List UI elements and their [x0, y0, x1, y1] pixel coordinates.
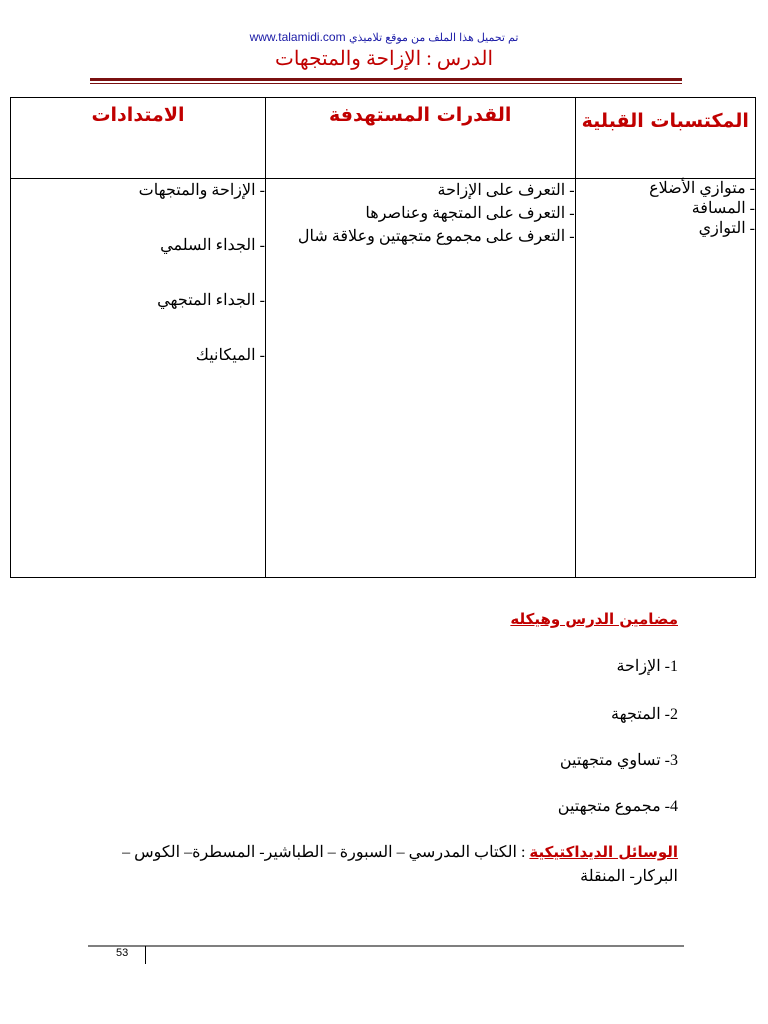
- means-label: الوسائل الديداكتيكية: [529, 843, 678, 861]
- header-extensions: الامتدادات: [11, 98, 266, 179]
- header-prerequisites: المكتسبات القبلية: [575, 98, 755, 179]
- site-link[interactable]: www.talamidi.com: [249, 30, 346, 44]
- table-body-row: [11, 179, 756, 578]
- competencies-cell: [265, 179, 575, 578]
- title-rule-thin: [90, 83, 682, 84]
- prerequisite-item: - المسافة: [691, 200, 755, 217]
- means-text: : الكتاب المدرسي – السبورة – الطباشير- المسطرة– الكوس – البركار- المنقلة: [122, 844, 678, 885]
- page-number: 53: [116, 947, 129, 959]
- site-note: تم تحميل هذا الملف من موقع تلاميذي: [348, 32, 519, 44]
- lesson-table: [10, 97, 756, 578]
- extension-item: - الجداء المتجهي: [157, 292, 265, 309]
- title-rule-thick: [90, 78, 682, 81]
- footer-separator: [145, 946, 146, 964]
- teaching-means: [78, 840, 678, 889]
- lesson-title: الدرس : الإزاحة والمتجهات: [275, 48, 493, 70]
- extension-item: - الميكانيك: [195, 347, 265, 364]
- content-item: 3- تساوي متجهتين: [559, 752, 678, 769]
- header-competencies: القدرات المستهدفة: [265, 98, 575, 179]
- competency-item: - التعرف على الإزاحة: [437, 182, 575, 199]
- content-item: 2- المتجهة: [610, 706, 678, 723]
- footer-rule: [88, 945, 684, 947]
- prerequisite-item: - التوازي: [698, 220, 755, 237]
- competency-item: - التعرف على مجموع متجهتين وعلاقة شال: [297, 228, 575, 245]
- table-header-row: [11, 98, 756, 179]
- extensions-cell: [11, 179, 266, 578]
- content-item: 4- مجموع متجهتين: [557, 798, 678, 815]
- competency-item: - التعرف على المتجهة وعناصرها: [365, 205, 575, 222]
- prerequisite-item: - متوازي الأضلاع: [649, 180, 755, 197]
- extension-item: - الإزاحة والمتجهات: [138, 182, 265, 199]
- prerequisites-cell: [575, 179, 755, 578]
- contents-title: مضامين الدرس وهيكله: [510, 610, 678, 628]
- extension-item: - الجداء السلمي: [160, 237, 265, 254]
- content-item: 1- الإزاحة: [616, 658, 678, 675]
- download-note: [0, 30, 768, 44]
